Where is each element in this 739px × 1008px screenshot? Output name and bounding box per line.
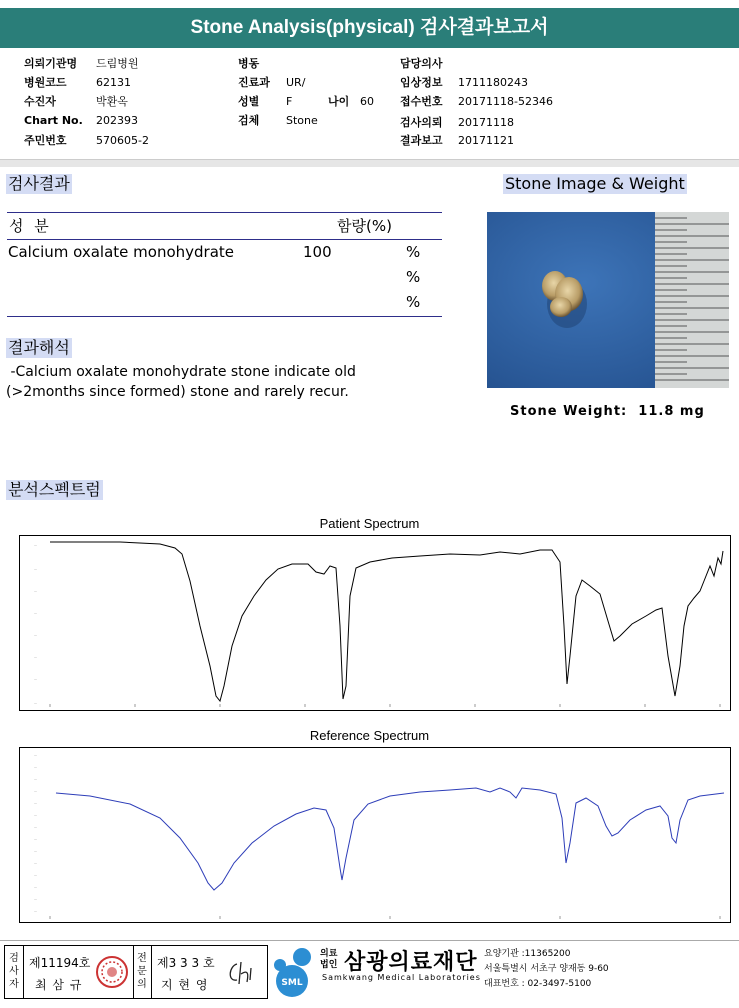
report-title: Stone Analysis(physical) 검사결과보고서: [0, 8, 739, 48]
stone-weight: Stone Weight: 11.8 mg: [510, 404, 705, 419]
spectrum-heading: 분석스펙트럼: [8, 480, 101, 499]
sml-logo-icon: [272, 945, 318, 1001]
svg-text:—: —: [34, 701, 37, 705]
svg-text:—: —: [34, 837, 37, 841]
col-header-amount: 함량(%): [337, 217, 392, 235]
svg-text:—: —: [34, 813, 37, 817]
svg-text:—: —: [34, 655, 37, 659]
info-receipt-no: 접수번호 20171118-52346: [400, 95, 553, 108]
component-unit: %: [406, 268, 421, 286]
svg-text:—: —: [34, 611, 37, 615]
patient-info: [0, 48, 739, 160]
svg-text:—: —: [34, 567, 37, 571]
info-sex: 성별 F: [238, 95, 293, 108]
info-age: 나이 60: [328, 95, 374, 108]
patient-spectrum-title: Patient Spectrum: [319, 516, 420, 531]
info-patient-name: 수진자 박환옥: [24, 95, 128, 108]
info-department: 진료과 UR/: [238, 76, 306, 89]
info-report-date: 결과보고 20171121: [400, 134, 514, 147]
svg-text:—: —: [34, 825, 37, 829]
svg-text:—: —: [34, 633, 37, 637]
stone-photo: [487, 212, 729, 388]
svg-text:—: —: [34, 885, 37, 889]
tester-seal: [95, 954, 129, 990]
report-footer: [0, 940, 739, 1008]
tester-license-no: 제11194호: [29, 956, 91, 970]
info-chart-no: Chart No. 202393: [24, 114, 138, 127]
reference-spectrum-title: Reference Spectrum: [309, 728, 430, 743]
reference-spectrum-chart: [19, 747, 731, 923]
svg-text:—: —: [34, 789, 37, 793]
svg-text:—: —: [34, 861, 37, 865]
component-unit: %: [406, 293, 421, 311]
info-specimen: 검체 Stone: [238, 114, 318, 127]
svg-text:—: —: [34, 677, 37, 681]
info-hospital-code: 병원코드 62131: [24, 76, 131, 89]
info-ward: 병동: [238, 57, 260, 70]
patient-spectrum-chart: [19, 535, 731, 711]
org-prefix: 의료 법인: [320, 949, 338, 970]
specialist-label: 전문의: [137, 953, 147, 990]
org-name: 삼광의료재단: [344, 950, 478, 975]
interpretation-line: -Calcium oxalate monohydrate stone indicate old: [6, 364, 356, 380]
info-hospital: 의뢰기관명 드림병원: [24, 57, 139, 70]
component-unit: %: [406, 243, 421, 261]
svg-text:—: —: [34, 849, 37, 853]
svg-text:—: —: [34, 765, 37, 769]
info-doctor: 담당의사: [400, 57, 443, 70]
svg-text:—: —: [34, 589, 37, 593]
info-clinical: 임상정보 1711180243: [400, 76, 528, 89]
section-divider: [0, 160, 739, 167]
tester-label: 검사자: [9, 953, 19, 990]
interpretation-text: [6, 362, 356, 402]
info-resident-no: 주민번호 570605-2: [24, 134, 149, 147]
specialist-license-no: 제3 3 3 호: [157, 956, 215, 970]
svg-text:—: —: [34, 801, 37, 805]
interpretation-line: (>2months since formed) stone and rarely recur.: [6, 384, 349, 400]
info-request-date: 검사의뢰 20171118: [400, 116, 514, 129]
svg-text:—: —: [34, 897, 37, 901]
specialist-signature: [223, 956, 263, 988]
signature-box: [4, 945, 268, 999]
svg-text:—: —: [34, 873, 37, 877]
table-header-rule: [7, 239, 442, 240]
tester-name: 최 삼 규: [35, 978, 83, 992]
svg-text:—: —: [34, 543, 37, 547]
org-english-name: Samkwang Medical Laboratories: [322, 973, 481, 982]
patient-spectrum-line: [50, 542, 723, 701]
svg-text:—: —: [34, 753, 37, 757]
org-contact: 요양기관 :11365200 서울특별시 서초구 양재동 9-60 대표번호 : 02-3497-5100: [484, 949, 609, 989]
table-bottom-rule: [7, 316, 442, 317]
reference-spectrum-line: [56, 788, 724, 890]
table-top-rule: [7, 212, 442, 213]
svg-text:—: —: [34, 777, 37, 781]
specialist-name: 지 현 영: [161, 978, 209, 992]
col-header-component: 성 분: [9, 217, 52, 235]
results-heading: 검사결과: [8, 174, 70, 193]
interpretation-heading: 결과해석: [8, 338, 70, 357]
stone-image-heading: Stone Image & Weight: [505, 174, 685, 193]
component-name: Calcium oxalate monohydrate: [8, 243, 235, 261]
svg-text:—: —: [34, 909, 37, 913]
component-amount: 100: [303, 243, 332, 261]
svg-text:SML: SML: [281, 978, 303, 988]
